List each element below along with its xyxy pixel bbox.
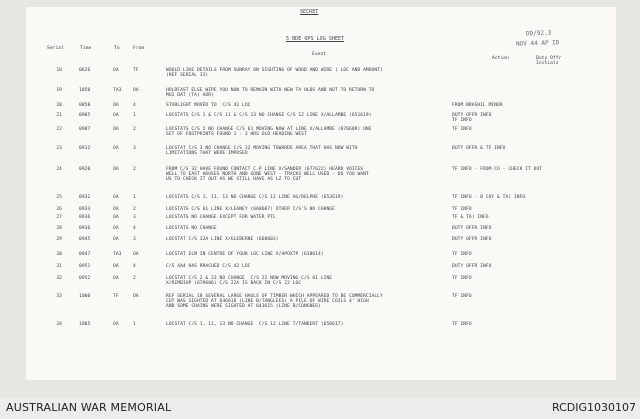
log-time: 0936 bbox=[79, 226, 91, 231]
log-event: LOCSTATS C/S 2 NO CHANGE C/S 61 MOVING NOW AT LINE X/ALLAMBE (676609) ONE SET OF FOOTPRINTS FOUND 1 - 3 HRS OLD HEADING WEST bbox=[166, 127, 372, 137]
log-from: 3 bbox=[133, 146, 136, 151]
log-serial: 28 bbox=[56, 226, 62, 231]
log-time: 0907 bbox=[79, 127, 91, 132]
log-serial: 30 bbox=[56, 252, 62, 257]
log-time: 0932 bbox=[79, 195, 91, 200]
log-time: 1000 bbox=[79, 294, 91, 299]
log-from: 4 bbox=[133, 103, 136, 108]
log-serial: 26 bbox=[56, 207, 62, 212]
col-action-header: Action bbox=[492, 56, 509, 61]
log-from: 3 bbox=[133, 215, 136, 220]
log-from: 1 bbox=[133, 113, 136, 118]
log-time: 0951 bbox=[79, 264, 91, 269]
log-to: OA bbox=[113, 215, 119, 220]
log-action: TF INFO bbox=[452, 322, 472, 327]
log-action: DUTY OFFR INFO bbox=[452, 226, 492, 231]
log-from: 4 bbox=[133, 264, 136, 269]
log-event: FROM C/S 32 HAVE FOUND CONTACT C.P LINE X/SANDER (677622) HEARD VOICES WELL TO EAST HOUSES NORTH AND GONE WEST - TRACKS WELL USED - DO YOU WANT US TO CHECK IT OUT AS WE STILL HAVE AS LZ TO CUT bbox=[166, 167, 369, 182]
footer-bar bbox=[0, 398, 640, 419]
log-event: STARLIGHT MOVED TO C/S 42 LOC bbox=[166, 103, 251, 108]
log-from: OA bbox=[133, 88, 139, 93]
log-event: LOCSTATS NO CHANGE EXCEPT FOR WATER PTL bbox=[166, 215, 276, 220]
log-action: TF & TA) INFO bbox=[452, 215, 489, 220]
log-action: DUTY OFFR & TF INFO bbox=[452, 146, 506, 151]
log-serial: 18 bbox=[56, 68, 62, 73]
log-to: OA bbox=[113, 146, 119, 151]
log-time: 0945 bbox=[79, 237, 91, 242]
log-time: 0626 bbox=[79, 68, 91, 73]
log-time: 0920 bbox=[79, 167, 91, 172]
log-serial: 19 bbox=[56, 88, 62, 93]
doc-subtitle: 5 BDE OPS LOG SHEET bbox=[286, 36, 345, 42]
log-action: FROM BRASHIL MINOR bbox=[452, 103, 503, 108]
footer-source: AUSTRALIAN WAR MEMORIAL bbox=[6, 401, 172, 414]
doc-title: SECRET bbox=[300, 9, 319, 15]
log-action: TF INFO bbox=[452, 207, 472, 212]
log-to: OA bbox=[113, 113, 119, 118]
log-serial: 20 bbox=[56, 103, 62, 108]
footer-id: RCDIG1030107 bbox=[551, 401, 636, 414]
col-serial-header: Serial bbox=[47, 46, 64, 51]
log-serial: 23 bbox=[56, 146, 62, 151]
stamp-date: NOV 44 AP ID bbox=[515, 39, 560, 48]
log-from: 3 bbox=[133, 237, 136, 242]
log-serial: 29 bbox=[56, 237, 62, 242]
log-event: LOCSTAT C/S 3 NO CHANGE C/S 32 MOVING TOWARDS AREA THAT HAS NOW WITH LIMITATIONS THAT WERE IMPOSED bbox=[166, 146, 358, 156]
log-to: OA bbox=[113, 264, 119, 269]
log-event: HOLDFAST ELSE WIPE YOU NOW TO REMAIN WITH NEW TA HLDS AND NOT TO RETURN TO MUI DAT (TA) AOR) bbox=[166, 88, 375, 98]
log-time: 0947 bbox=[79, 252, 91, 257]
log-action: DUTY OFFR INFO bbox=[452, 264, 492, 269]
log-from: 2 bbox=[133, 167, 136, 172]
log-from: 2 bbox=[133, 276, 136, 281]
log-serial: 33 bbox=[56, 294, 62, 299]
log-serial: 27 bbox=[56, 215, 62, 220]
log-from: 1 bbox=[133, 195, 136, 200]
log-event: LOCSTAT C/S 1, 11, 13 NO CHANGE C/S 12 LINE T/TANDERT (656617) bbox=[166, 322, 344, 327]
log-event: C/S 4A4 HAS RRACHED C/S 42 LOC bbox=[166, 264, 251, 269]
log-to: TF bbox=[113, 294, 119, 299]
log-event: LOCSTAT ELM IN CENTRE OF YOUR LOC LINE X/APOXTP (638614) bbox=[166, 252, 324, 257]
log-to: OA bbox=[113, 226, 119, 231]
col-duty-header: Duty Offr Initials bbox=[536, 56, 562, 66]
log-to: OA bbox=[113, 276, 119, 281]
log-from: OA bbox=[133, 294, 139, 299]
log-to: TA3 bbox=[113, 252, 122, 257]
log-to: OA bbox=[113, 195, 119, 200]
log-from: TF bbox=[133, 68, 139, 73]
log-action: DUTY OFFR INFO bbox=[452, 237, 492, 242]
log-event: LOCSTATS C/S 1 & C/S 11 & C/S 13 NO CHANGE C/S 12 LINE X/ALLAMBE (651619) bbox=[166, 113, 372, 118]
log-event: LOCSTATS C/S 1, 11, 13 NO CHANGE C/S 12 LINE OG/DELPHE (653619) bbox=[166, 195, 344, 200]
col-time-header: Time bbox=[80, 46, 92, 51]
col-event-header: Event bbox=[312, 52, 327, 57]
log-from: 2 bbox=[133, 207, 136, 212]
log-from: 1 bbox=[133, 322, 136, 327]
log-time: 0905 bbox=[79, 113, 91, 118]
log-serial: 31 bbox=[56, 264, 62, 269]
log-to: OA bbox=[113, 68, 119, 73]
log-to: OA bbox=[113, 127, 119, 132]
log-event: LOCSTAT C/S 32A LINE X/GLEBERNE (668603) bbox=[166, 237, 279, 242]
log-event: WOULD LIKE DETAILS FROM SUNRAY ON SIGHTING OF WOOD AND WIRE ( LOC AND AMOUNT) (REF SERIAL 33) bbox=[166, 68, 383, 78]
log-event: LOCSTAT C/S 2 & 23 NO CHANGE C/S 22 NOW MOVING C/S 61 LINE X/RIMBIUP (679606) C/S 22A IS BACK IN C/S 22 LOC bbox=[166, 276, 333, 286]
log-time: 0936 bbox=[79, 215, 91, 220]
log-time: 1005 bbox=[79, 322, 91, 327]
log-to: OA bbox=[113, 322, 119, 327]
log-to: OA bbox=[113, 237, 119, 242]
log-serial: 21 bbox=[56, 113, 62, 118]
log-event: LOCSTATS NO CHANGE bbox=[166, 226, 217, 231]
log-action: TF INFO bbox=[452, 127, 472, 132]
log-serial: 24 bbox=[56, 167, 62, 172]
log-action: TF INFO - 8 COY & TA) INFO bbox=[452, 195, 526, 200]
col-to-header: To bbox=[114, 46, 120, 51]
log-to: OA bbox=[113, 207, 119, 212]
log-time: 1850 bbox=[79, 88, 91, 93]
log-time: 0858 bbox=[79, 103, 91, 108]
log-serial: 34 bbox=[56, 322, 62, 327]
stamp-top: DD/92.3 bbox=[525, 29, 552, 38]
log-action: DUTY OFFR INFO TF INFO bbox=[452, 113, 492, 123]
log-to: OA bbox=[113, 167, 119, 172]
log-serial: 25 bbox=[56, 195, 62, 200]
log-to: TA3 bbox=[113, 88, 122, 93]
col-from-header: From bbox=[133, 46, 145, 51]
log-serial: 32 bbox=[56, 276, 62, 281]
log-action: TF INFO bbox=[452, 294, 472, 299]
log-event: REF SERIAL 18 SEVERAL LARGE HAULS OF TIMBER WHICH APPEARED TO BE COMMERCIALLY CUT WAS SIGHTED AT 646618 (LINE B/TANGLEES) A PILE OF WIRE COILS 4' HIGH AND SOME CHAINS WERE SIGHTED AT 643615 (LINE B/CONGNEG) bbox=[166, 294, 383, 309]
log-time: 0912 bbox=[79, 146, 91, 151]
log-time: 0933 bbox=[79, 207, 91, 212]
log-from: OA bbox=[133, 252, 139, 257]
log-to: OA bbox=[113, 103, 119, 108]
log-from: 4 bbox=[133, 226, 136, 231]
log-action: TF INFO bbox=[452, 252, 472, 257]
log-from: 2 bbox=[133, 127, 136, 132]
log-time: 0952 bbox=[79, 276, 91, 281]
log-event: LOCSTATS C/S 61 LINE X/LEANEY (668607) OTHER C/S'S NO CHANGE bbox=[166, 207, 335, 212]
log-action: TF INFO bbox=[452, 276, 472, 281]
log-serial: 22 bbox=[56, 127, 62, 132]
log-action: TF INFO - FROM CO - CHECK IT OUT bbox=[452, 167, 543, 172]
